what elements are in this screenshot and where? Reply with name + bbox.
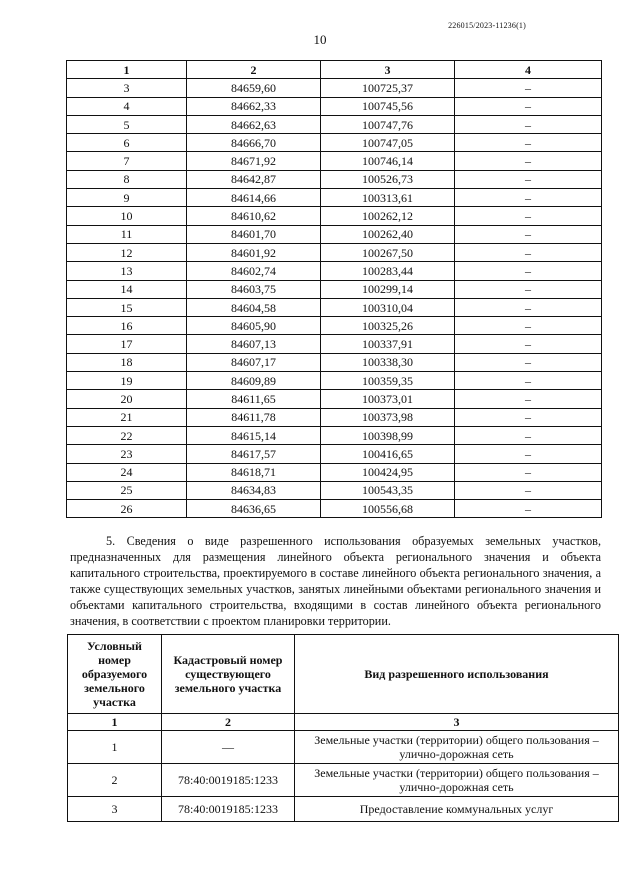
table-cell: 84662,63 — [187, 115, 321, 133]
table-row — [67, 97, 602, 115]
page-number: 10 — [313, 32, 327, 47]
table-cell: 9 — [67, 189, 187, 207]
table-cell: – — [455, 115, 602, 133]
table-cell: – — [455, 262, 602, 280]
table-cell: 100725,37 — [321, 79, 455, 97]
table-cell: 19 — [67, 372, 187, 390]
table-cell: 16 — [67, 317, 187, 335]
document-id: 226015/2023-11236(1) — [448, 21, 526, 30]
table-row — [67, 243, 602, 261]
table-row — [67, 262, 602, 280]
table-cell: – — [455, 152, 602, 170]
table-cell: 100398,99 — [321, 426, 455, 444]
table-row — [67, 152, 602, 170]
table-row — [67, 372, 602, 390]
table-cell: Земельные участки (территории) общего пользования – улично-дорожная сеть — [295, 731, 619, 764]
table-row — [68, 764, 619, 797]
table-cell: 100337,91 — [321, 335, 455, 353]
column-header: 3 — [321, 61, 455, 79]
table-cell: 100746,14 — [321, 152, 455, 170]
column-header: 4 — [455, 61, 602, 79]
table-cell: – — [455, 280, 602, 298]
table-cell: 100262,40 — [321, 225, 455, 243]
column-header: Вид разрешенного использования — [295, 635, 619, 714]
table-cell: – — [455, 317, 602, 335]
table-cell: – — [455, 463, 602, 481]
table-cell: 84611,65 — [187, 390, 321, 408]
table-row — [67, 335, 602, 353]
table-cell: Предоставление коммунальных услуг — [295, 797, 619, 822]
table-cell: 100745,56 — [321, 97, 455, 115]
table-cell: 25 — [67, 481, 187, 499]
table-row — [67, 189, 602, 207]
table-cell: 84636,65 — [187, 500, 321, 518]
table-cell: 1 — [68, 731, 162, 764]
table-cell: 84609,89 — [187, 372, 321, 390]
table-cell: – — [455, 189, 602, 207]
table-row — [67, 225, 602, 243]
table-cell: 23 — [67, 445, 187, 463]
table-cell: 84604,58 — [187, 298, 321, 316]
table-cell: 100267,50 — [321, 243, 455, 261]
table-cell: 15 — [67, 298, 187, 316]
table-cell: 84634,83 — [187, 481, 321, 499]
table-cell: 78:40:0019185:1233 — [162, 764, 295, 797]
table-cell: 84603,75 — [187, 280, 321, 298]
permitted-use-table — [67, 634, 619, 822]
table-cell: 5 — [67, 115, 187, 133]
table-cell: 11 — [67, 225, 187, 243]
table-cell: 4 — [67, 97, 187, 115]
table-cell: 84601,92 — [187, 243, 321, 261]
table-row — [67, 390, 602, 408]
column-header: Кадастровый номер существующего земельного участка — [162, 635, 295, 714]
table-cell: 22 — [67, 426, 187, 444]
column-number-row — [68, 714, 619, 731]
table-cell: – — [455, 225, 602, 243]
table-cell: 20 — [67, 390, 187, 408]
table-cell: 100747,05 — [321, 134, 455, 152]
column-number: 1 — [68, 714, 162, 731]
table-cell: 100556,68 — [321, 500, 455, 518]
table-row — [67, 353, 602, 371]
table-cell: 26 — [67, 500, 187, 518]
table-cell: 8 — [67, 170, 187, 188]
table-cell: 100283,44 — [321, 262, 455, 280]
table-cell: – — [455, 298, 602, 316]
column-number: 2 — [162, 714, 295, 731]
table-cell: – — [455, 207, 602, 225]
table-row — [67, 408, 602, 426]
table-row — [67, 207, 602, 225]
table-row — [67, 298, 602, 316]
table-row — [67, 280, 602, 298]
coordinates-header-row — [67, 61, 602, 79]
table-cell: 100313,61 — [321, 189, 455, 207]
table-cell: – — [455, 500, 602, 518]
table-cell: 3 — [67, 79, 187, 97]
table-cell: 84610,62 — [187, 207, 321, 225]
table-cell: – — [455, 97, 602, 115]
table-cell: 100373,01 — [321, 390, 455, 408]
table-cell: 24 — [67, 463, 187, 481]
table-row — [67, 426, 602, 444]
table-cell: — — [162, 731, 295, 764]
table-cell: 100359,35 — [321, 372, 455, 390]
table-row — [67, 115, 602, 133]
table-cell: 84602,74 — [187, 262, 321, 280]
table-cell: 84618,71 — [187, 463, 321, 481]
table-cell: – — [455, 481, 602, 499]
table-cell: 100373,98 — [321, 408, 455, 426]
table-row — [67, 445, 602, 463]
table-cell: – — [455, 353, 602, 371]
table-cell: 84601,70 — [187, 225, 321, 243]
table-cell: – — [455, 243, 602, 261]
table-cell: 100338,30 — [321, 353, 455, 371]
table-cell: 17 — [67, 335, 187, 353]
column-header: 1 — [67, 61, 187, 79]
table-cell: 100543,35 — [321, 481, 455, 499]
table-cell: 84605,90 — [187, 317, 321, 335]
table-row — [67, 500, 602, 518]
table-row — [67, 463, 602, 481]
table-row — [67, 79, 602, 97]
table-cell: 100262,12 — [321, 207, 455, 225]
table-cell: 84607,13 — [187, 335, 321, 353]
table-row — [68, 797, 619, 822]
table-cell: 100526,73 — [321, 170, 455, 188]
table-cell: 7 — [67, 152, 187, 170]
column-number: 3 — [295, 714, 619, 731]
table-cell: 84615,14 — [187, 426, 321, 444]
table-cell: – — [455, 390, 602, 408]
table-cell: 18 — [67, 353, 187, 371]
table-row — [67, 170, 602, 188]
column-header: Условный номер образуемого земельного участка — [68, 635, 162, 714]
table-cell: 21 — [67, 408, 187, 426]
table-cell: 6 — [67, 134, 187, 152]
table-row — [67, 134, 602, 152]
table-cell: 84662,33 — [187, 97, 321, 115]
permitted-use-header-row — [68, 635, 619, 714]
table-row — [67, 317, 602, 335]
column-header: 2 — [187, 61, 321, 79]
table-cell: 84607,17 — [187, 353, 321, 371]
table-cell: 84642,87 — [187, 170, 321, 188]
table-cell: – — [455, 134, 602, 152]
table-cell: – — [455, 79, 602, 97]
table-cell: 2 — [68, 764, 162, 797]
table-cell: 84659,60 — [187, 79, 321, 97]
table-cell: 84671,92 — [187, 152, 321, 170]
table-cell: 14 — [67, 280, 187, 298]
table-cell: 12 — [67, 243, 187, 261]
section-5-paragraph: 5. Сведения о виде разрешенного использования образуемых земельных участков, предназначенных для размещения линейного объекта регионального значения и объекта капитального строительства, проектируемого в составе линейного объекта регионального значения, а также существующих земельных участков, занятых линейными объектами регионального значения и объектами капитального строительства, входящими в состав линейного объекта регионального значения, в соответствии с проектом планировки территории. — [70, 534, 601, 628]
table-row — [67, 481, 602, 499]
table-cell: 100747,76 — [321, 115, 455, 133]
table-cell: – — [455, 408, 602, 426]
table-cell: Земельные участки (территории) общего пользования – улично-дорожная сеть — [295, 764, 619, 797]
table-cell: 78:40:0019185:1233 — [162, 797, 295, 822]
table-cell: 100424,95 — [321, 463, 455, 481]
table-cell: – — [455, 426, 602, 444]
table-cell: 100416,65 — [321, 445, 455, 463]
table-cell: 13 — [67, 262, 187, 280]
table-cell: 84617,57 — [187, 445, 321, 463]
table-row — [68, 731, 619, 764]
table-cell: 84611,78 — [187, 408, 321, 426]
table-cell: – — [455, 335, 602, 353]
table-cell: 84614,66 — [187, 189, 321, 207]
table-cell: 100310,04 — [321, 298, 455, 316]
table-cell: – — [455, 372, 602, 390]
table-cell: – — [455, 170, 602, 188]
table-cell: 100325,26 — [321, 317, 455, 335]
table-cell: 10 — [67, 207, 187, 225]
table-cell: 84666,70 — [187, 134, 321, 152]
coordinates-table — [66, 60, 602, 518]
table-cell: 3 — [68, 797, 162, 822]
table-cell: 100299,14 — [321, 280, 455, 298]
table-cell: – — [455, 445, 602, 463]
